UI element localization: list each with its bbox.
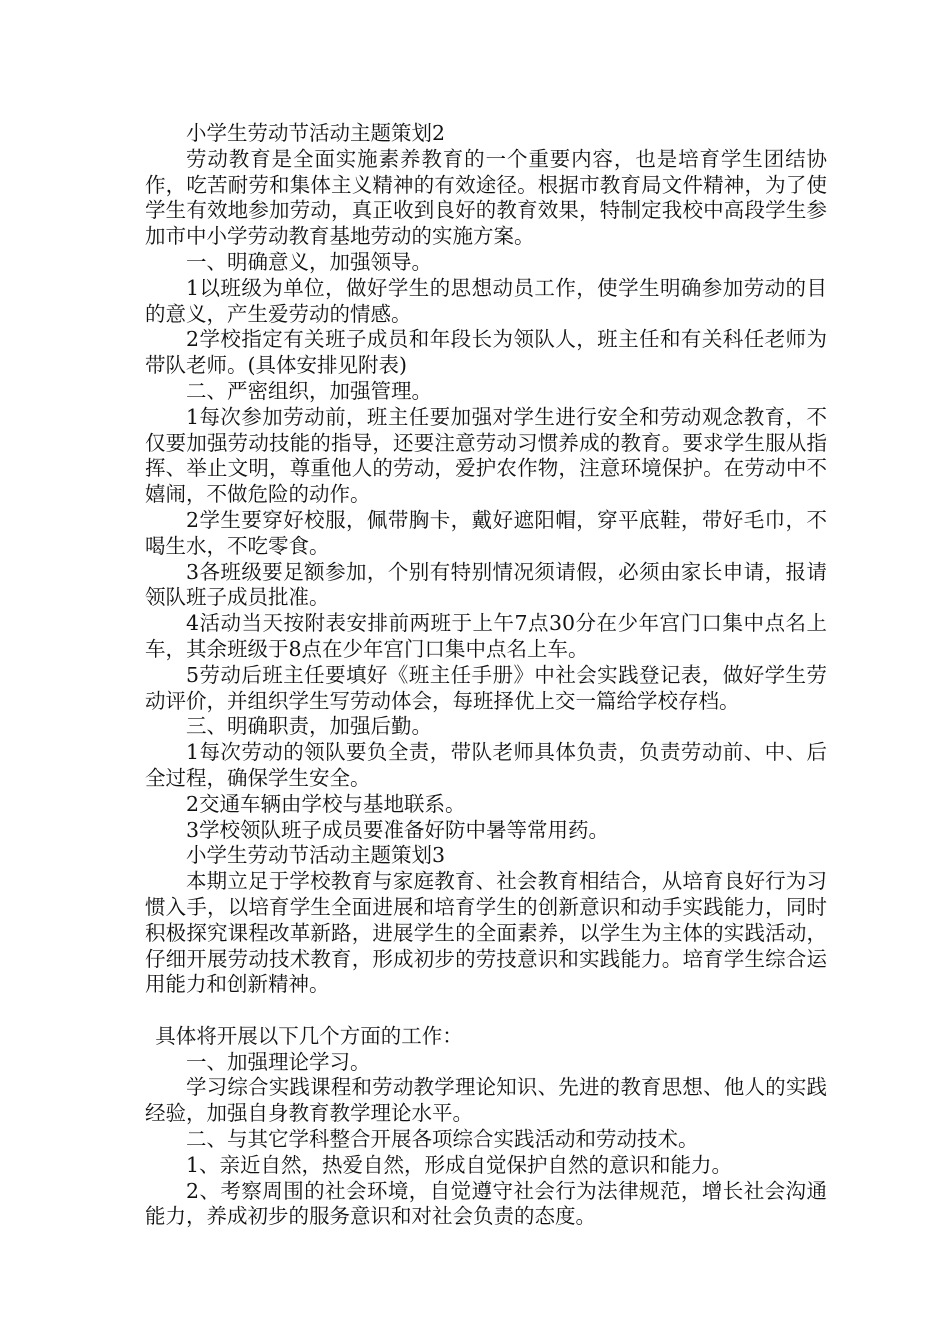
paragraph-2-5: 5劳动后班主任要填好《班主任手册》中社会实践登记表，做好学生劳动评价，并组织学生写劳动体会，每班择优上交一篇给学校存档。	[145, 662, 827, 713]
heading-1: 一、明确意义，加强领导。	[186, 249, 432, 274]
paragraph-2-2: 2学生要穿好校服，佩带胸卡，戴好遮阳帽，穿平底鞋，带好毛巾，不喝生水，不吃零食。	[145, 507, 827, 558]
paragraph-3-1: 1每次劳动的领队要负全责，带队老师具体负责，负责劳动前、中、后全过程，确保学生安全。	[145, 740, 827, 790]
heading-2: 二、严密组织，加强管理。	[186, 378, 432, 403]
section-title-2: 小学生劳动节活动主题策划2	[186, 121, 446, 145]
paragraph-2-1: 1每次参加劳动前，班主任要加强对学生进行安全和劳动观念教育，不仅要加强劳动技能的指导，还要注意劳动习惯养成的教育。要求学生服从指挥、举止文明，尊重他人的劳动，爱护农作物，注意环境保护。在劳动中不嬉闹，不做危险的动作。	[145, 404, 827, 507]
paragraph-society: 2、考察周围的社会环境，自觉遵守社会行为法律规范，增长社会沟通能力，养成初步的服务意识和对社会负责的态度。	[145, 1178, 827, 1229]
document-body	[145, 121, 827, 1230]
paragraph-2-4: 4活动当天按附表安排前两班于上午7点30分在少年宫门口集中点名上车，其余班级于8点在少年宫门口集中点名上车。	[145, 611, 827, 661]
paragraph-1-2: 2学校指定有关班子成员和年段长为领队人，班主任和有关科任老师为带队老师。(具体安排见附表)	[145, 327, 827, 378]
paragraph-plan-3: 本期立足于学校教育与家庭教育、社会教育相结合，从培育良好行为习惯入手，以培育学生全面进展和培育学生的创新意识和动手实践能力，同时积极探究课程改革新路，进展学生的全面素养，以学生为主体的实践活动，仔细开展劳动技术教育，形成初步的劳技意识和实践能力。培育学生综合运用能力和创新精神。	[145, 869, 827, 997]
heading-theory: 一、加强理论学习。	[186, 1049, 371, 1074]
paragraph-nature: 1、亲近自然，热爱自然，形成自觉保护自然的意识和能力。	[186, 1152, 733, 1177]
heading-3: 三、明确职责，加强后勤。	[186, 714, 432, 739]
paragraph-intro: 劳动教育是全面实施素养教育的一个重要内容，也是培育学生团结协作，吃苦耐劳和集体主义精神的有效途径。根据市教育局文件精神，为了使学生有效地参加劳动，真正收到良好的教育效果，特制定我校中高段学生参加市中小学劳动教育基地劳动的实施方案。	[145, 146, 827, 249]
paragraph-3-2: 2交通车辆由学校与基地联系。	[186, 791, 466, 816]
section-title-3: 小学生劳动节活动主题策划3	[186, 843, 446, 868]
paragraph-3-3: 3学校领队班子成员要准备好防中暑等常用药。	[186, 817, 610, 842]
paragraph-1-1: 1以班级为单位，做好学生的思想动员工作，使学生明确参加劳动的目的意义，产生爱劳动的情感。	[145, 275, 827, 326]
paragraph-2-3: 3各班级要足额参加，个别有特别情况须请假，必须由家长申请，报请领队班子成员批准。	[145, 559, 827, 610]
paragraph-work-intro: 具体将开展以下几个方面的工作：	[155, 1023, 463, 1048]
paragraph-theory: 学习综合实践课程和劳动教学理论知识、先进的教育思想、他人的实践经验，加强自身教育教学理论水平。	[145, 1075, 827, 1126]
heading-integration: 二、与其它学科整合开展各项综合实践活动和劳动技术。	[186, 1127, 699, 1152]
